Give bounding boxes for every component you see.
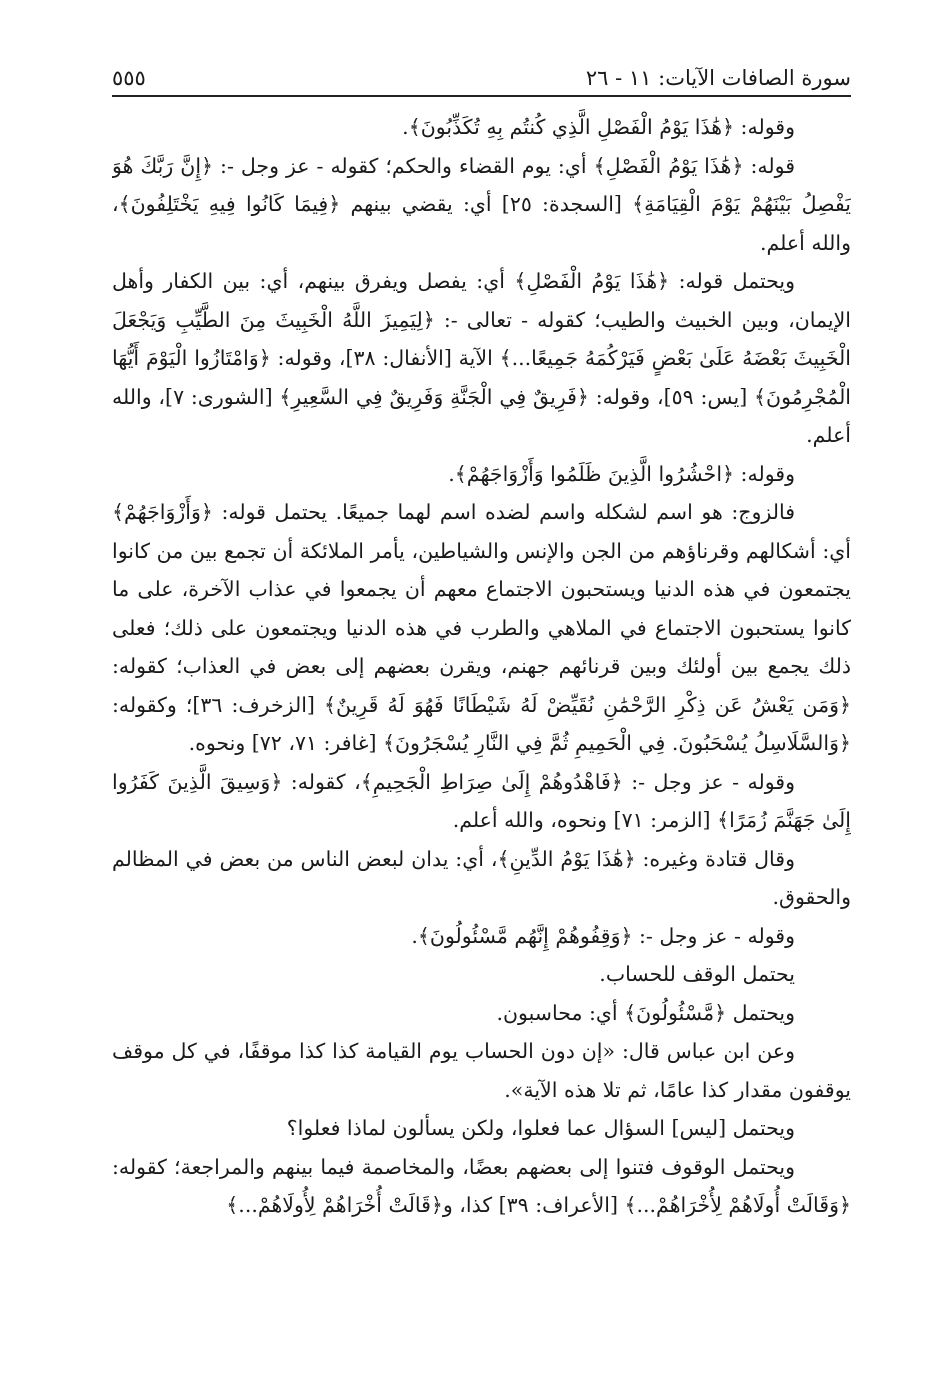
running-title: سورة الصافات الآيات: ١١ - ٢٦ bbox=[585, 66, 851, 90]
paragraph-1: وقوله: ﴿هَٰذَا يَوْمُ الْفَصْلِ الَّذِي كُنتُم بِهِ تُكَذِّبُونَ﴾. bbox=[402, 115, 795, 139]
paragraph-6: وقوله - عز وجل -: ﴿فَاهْدُوهُمْ إِلَىٰ صِرَاطِ الْجَحِيمِ﴾، كقوله: ﴿وَسِيقَ الَّذِينَ كَفَرُوا إِلَىٰ جَهَنَّمَ زُمَرًا﴾ [الزمر: ٧١] ونحوه، والله أعلم. bbox=[112, 769, 851, 832]
paragraph-9: يحتمل الوقف للحساب. bbox=[599, 962, 795, 986]
paragraph-2: قوله: ﴿هَٰذَا يَوْمُ الْفَصْلِ﴾ أي: يوم القضاء والحكم؛ كقوله - عز وجل -: ﴿إِنَّ رَبَّكَ هُوَ يَفْصِلُ بَيْنَهُمْ يَوْمَ الْقِيَامَةِ﴾ [السجدة: ٢٥] أي: يقضي بينهم ﴿فِيمَا كَانُوا فِيهِ يَخْتَلِفُونَ﴾، والله أعلم. bbox=[112, 153, 851, 255]
paragraph-10: ويحتمل ﴿مَّسْئُولُونَ﴾ أي: محاسبون. bbox=[496, 1000, 795, 1025]
paragraph-11: وعن ابن عباس قال: «إن دون الحساب يوم القيامة كذا كذا موقفًا، في كل موقف يوقفون مقدار كذا عامًا، ثم تلا هذه الآية». bbox=[112, 1039, 851, 1102]
paragraph-12: ويحتمل [ليس] السؤال عما فعلوا، ولكن يسألون لماذا فعلوا؟ bbox=[286, 1116, 795, 1140]
paragraph-13: ويحتمل الوقوف فتنوا إلى بعضهم بعضًا، والمخاصمة فيما بينهم والمراجعة؛ كقوله: ﴿وَقَالَتْ أُولَاهُمْ لِأُخْرَاهُمْ...﴾ [الأعراف: ٣٩] كذا، و﴿قَالَتْ أُخْرَاهُمْ لِأُولَاهُمْ...﴾ bbox=[112, 1154, 851, 1217]
paragraph-7: وقال قتادة وغيره: ﴿هَٰذَا يَوْمُ الدِّينِ﴾، أي: يدان لبعض الناس من بعض في المظالم والحقوق. bbox=[112, 846, 851, 909]
page-number: ٥٥٥ bbox=[112, 66, 146, 90]
running-header bbox=[112, 58, 851, 92]
header-divider bbox=[112, 95, 851, 97]
paragraph-8: وقوله - عز وجل -: ﴿وَقِفُوهُمْ إِنَّهُم مَّسْئُولُونَ﴾. bbox=[411, 923, 795, 948]
page-body bbox=[112, 108, 851, 1329]
paragraph-5: فالزوج: هو اسم لشكله واسم لضده اسم لهما جميعًا. يحتمل قوله: ﴿وَأَزْوَاجَهُمْ﴾ أي: أشكالهم وقرناؤهم من الجن والإنس والشياطين، يأمر الملائكة أن تجمع بين من كانوا يجتمعون في هذه الدنيا ويستحبون الاجتماع معهم أن يجمعوا في عذاب الآخرة، على ما كانوا يستحبون الاجتماع في الملاهي والطرب في هذه الدنيا ويجتمعون على ذلك؛ فعلى ذلك يجمع بين أولئك وبين قرنائهم جهنم، ويقرن بعضهم إلى بعض في العذاب؛ كقوله: ﴿وَمَن يَعْشُ عَن ذِكْرِ الرَّحْمَٰنِ نُقَيِّضْ لَهُ شَيْطَانًا فَهُوَ لَهُ قَرِينٌ﴾ [الزخرف: ٣٦]؛ وكقوله: ﴿وَالسَّلَاسِلُ يُسْحَبُونَ. فِي الْحَمِيمِ ثُمَّ فِي النَّارِ يُسْجَرُونَ﴾ [غافر: ٧١، ٧٢] ونحوه. bbox=[112, 500, 851, 755]
paragraph-3: ويحتمل قوله: ﴿هَٰذَا يَوْمُ الْفَصْلِ﴾ أي: يفصل ويفرق بينهم، أي: بين الكفار وأهل الإيمان، وبين الخبيث والطيب؛ كقوله - تعالى -: ﴿لِيَمِيزَ اللَّهُ الْخَبِيثَ مِنَ الطَّيِّبِ وَيَجْعَلَ الْخَبِيثَ بَعْضَهُ عَلَىٰ بَعْضٍ فَيَرْكُمَهُ جَمِيعًا...﴾ الآية [الأنفال: ٣٨]، وقوله: ﴿وَامْتَازُوا الْيَوْمَ أَيُّهَا الْمُجْرِمُونَ﴾ [يس: ٥٩]، وقوله: ﴿فَرِيقٌ فِي الْجَنَّةِ وَفَرِيقٌ فِي السَّعِيرِ﴾ [الشورى: ٧]، والله أعلم. bbox=[112, 269, 851, 447]
paragraph-4: وقوله: ﴿احْشُرُوا الَّذِينَ ظَلَمُوا وَأَزْوَاجَهُمْ﴾. bbox=[448, 461, 795, 486]
